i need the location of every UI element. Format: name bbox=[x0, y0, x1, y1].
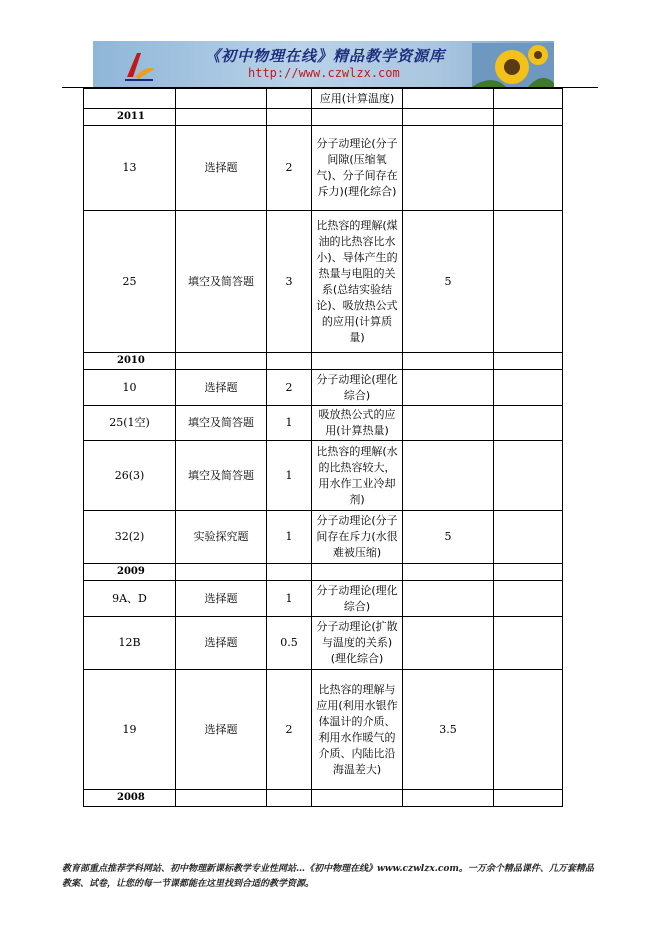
question-type-cell: 填空及简答题 bbox=[176, 211, 267, 353]
question-number-cell: 25(1空) bbox=[84, 406, 176, 441]
banner-url[interactable]: http://www.czwlzx.com bbox=[248, 66, 400, 80]
site-logo-icon bbox=[123, 47, 157, 83]
table-row bbox=[84, 370, 563, 406]
header-banner bbox=[93, 41, 554, 87]
score-cell: 2 bbox=[267, 370, 312, 406]
topic-cell: 应用(计算温度) bbox=[312, 89, 403, 109]
question-number-cell: 13 bbox=[84, 126, 176, 211]
extra-cell bbox=[494, 581, 563, 617]
empty-cell bbox=[403, 353, 494, 370]
extra-cell bbox=[494, 617, 563, 670]
question-type-cell: 填空及简答题 bbox=[176, 441, 267, 511]
year-cell: 2009 bbox=[84, 564, 176, 581]
total-score-cell bbox=[403, 89, 494, 109]
score-cell: 1 bbox=[267, 441, 312, 511]
score-cell: 2 bbox=[267, 126, 312, 211]
topic-cell: 分子动理论(扩散与温度的关系)(理化综合) bbox=[312, 617, 403, 670]
year-row bbox=[84, 790, 563, 807]
topic-cell: 比热容的理解(水的比热容较大，用水作工业冷却剂) bbox=[312, 441, 403, 511]
empty-cell bbox=[403, 564, 494, 581]
extra-cell bbox=[494, 211, 563, 353]
total-score-cell: 5 bbox=[403, 211, 494, 353]
question-type-cell bbox=[176, 89, 267, 109]
empty-cell bbox=[176, 353, 267, 370]
empty-cell bbox=[267, 353, 312, 370]
empty-cell bbox=[176, 790, 267, 807]
total-score-cell: 5 bbox=[403, 511, 494, 564]
year-cell: 2010 bbox=[84, 353, 176, 370]
empty-cell bbox=[494, 790, 563, 807]
score-cell bbox=[267, 89, 312, 109]
empty-cell bbox=[312, 109, 403, 126]
question-type-cell: 选择题 bbox=[176, 670, 267, 790]
question-number-cell: 19 bbox=[84, 670, 176, 790]
year-cell: 2008 bbox=[84, 790, 176, 807]
year-row bbox=[84, 353, 563, 370]
topic-cell: 分子动理论(分子间存在斥力(水很难被压缩) bbox=[312, 511, 403, 564]
question-number-cell: 9A、D bbox=[84, 581, 176, 617]
question-type-cell: 选择题 bbox=[176, 126, 267, 211]
question-number-cell: 12B bbox=[84, 617, 176, 670]
year-row bbox=[84, 109, 563, 126]
question-type-cell: 填空及简答题 bbox=[176, 406, 267, 441]
empty-cell bbox=[312, 564, 403, 581]
score-cell: 2 bbox=[267, 670, 312, 790]
extra-cell bbox=[494, 370, 563, 406]
total-score-cell bbox=[403, 406, 494, 441]
question-type-cell: 实验探究题 bbox=[176, 511, 267, 564]
table-row bbox=[84, 581, 563, 617]
table-row bbox=[84, 406, 563, 441]
exam-analysis-table bbox=[83, 88, 563, 807]
table-row bbox=[84, 441, 563, 511]
extra-cell bbox=[494, 511, 563, 564]
question-type-cell: 选择题 bbox=[176, 370, 267, 406]
question-number-cell: 25 bbox=[84, 211, 176, 353]
score-cell: 1 bbox=[267, 511, 312, 564]
table-row bbox=[84, 211, 563, 353]
topic-cell: 比热容的理解(煤油的比热容比水小)、导体产生的热量与电阻的关系(总结实验结论)、吸放热公式的应用(计算质量) bbox=[312, 211, 403, 353]
question-type-cell: 选择题 bbox=[176, 581, 267, 617]
empty-cell bbox=[267, 790, 312, 807]
score-cell: 1 bbox=[267, 406, 312, 441]
score-cell: 1 bbox=[267, 581, 312, 617]
year-row bbox=[84, 564, 563, 581]
topic-cell: 分子动理论(理化综合) bbox=[312, 581, 403, 617]
question-type-cell: 选择题 bbox=[176, 617, 267, 670]
topic-cell: 分子动理论(理化综合) bbox=[312, 370, 403, 406]
total-score-cell: 3.5 bbox=[403, 670, 494, 790]
total-score-cell bbox=[403, 617, 494, 670]
extra-cell bbox=[494, 670, 563, 790]
empty-cell bbox=[494, 564, 563, 581]
empty-cell bbox=[176, 564, 267, 581]
extra-cell bbox=[494, 441, 563, 511]
question-number-cell: 32(2) bbox=[84, 511, 176, 564]
banner-title: 《初中物理在线》精品教学资源库 bbox=[205, 47, 446, 65]
extra-cell bbox=[494, 89, 563, 109]
extra-cell bbox=[494, 406, 563, 441]
total-score-cell bbox=[403, 581, 494, 617]
empty-cell bbox=[176, 109, 267, 126]
total-score-cell bbox=[403, 370, 494, 406]
empty-cell bbox=[403, 109, 494, 126]
question-number-cell: 26(3) bbox=[84, 441, 176, 511]
table-row bbox=[84, 89, 563, 109]
empty-cell bbox=[403, 790, 494, 807]
empty-cell bbox=[267, 564, 312, 581]
score-cell: 0.5 bbox=[267, 617, 312, 670]
total-score-cell bbox=[403, 441, 494, 511]
question-number-cell: 10 bbox=[84, 370, 176, 406]
table-row bbox=[84, 617, 563, 670]
empty-cell bbox=[494, 353, 563, 370]
topic-cell: 比热容的理解与应用(利用水银作体温计的介质、利用水作暖气的介质、内陆比沿海温差大) bbox=[312, 670, 403, 790]
table-row bbox=[84, 126, 563, 211]
empty-cell bbox=[312, 353, 403, 370]
topic-cell: 吸放热公式的应用(计算热量) bbox=[312, 406, 403, 441]
empty-cell bbox=[312, 790, 403, 807]
sunflower-icon bbox=[472, 43, 554, 87]
year-cell: 2011 bbox=[84, 109, 176, 126]
score-cell: 3 bbox=[267, 211, 312, 353]
total-score-cell bbox=[403, 126, 494, 211]
footer-note: 教育部重点推荐学科网站、初中物理新课标教学专业性网站…《初中物理在线》www.czwlzx.com。一万余个精品课件、几万套精品教案、试卷，让您的每一节课都能在这里找到合适的教学资源。 bbox=[62, 864, 594, 889]
empty-cell bbox=[494, 109, 563, 126]
topic-cell: 分子动理论(分子间隙(压缩氧气)、分子间存在斥力)(理化综合) bbox=[312, 126, 403, 211]
table-row bbox=[84, 670, 563, 790]
question-number-cell bbox=[84, 89, 176, 109]
table-row bbox=[84, 511, 563, 564]
empty-cell bbox=[267, 109, 312, 126]
extra-cell bbox=[494, 126, 563, 211]
